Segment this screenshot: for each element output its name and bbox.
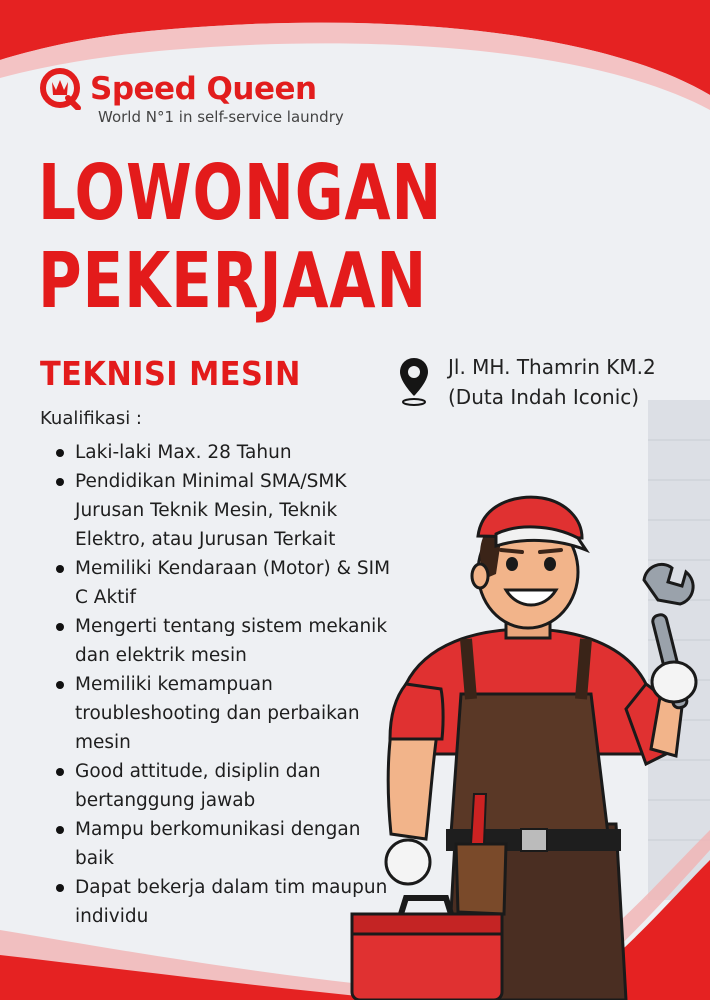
speed-queen-logo-icon [40,68,82,110]
list-item: Laki-laki Max. 28 Tahun [56,438,396,467]
list-item: Pendidikan Minimal SMA/SMK Jurusan Teknik Mesin, Teknik Elektro, atau Jurusan Terkait [56,467,396,554]
list-item: Memiliki kemampuan troubleshooting dan perbaikan mesin [56,670,396,757]
list-item: Mengerti tentang sistem mekanik dan elektrik mesin [56,612,396,670]
map-pin-icon [398,356,430,406]
headline-line-2: PEKERJAAN [38,237,428,326]
qualifications-list [56,438,396,931]
position-title: TEKNISI MESIN [40,354,301,393]
list-item: Memiliki Kendaraan (Motor) & SIM C Aktif [56,554,396,612]
address-line-2: (Duta Indah Iconic) [448,385,640,409]
qualifications-heading: Kualifikasi : [40,408,142,429]
brand-name: Speed Queen [90,70,317,107]
mechanic-illustration [346,494,710,1000]
list-item: Good attitude, disiplin dan bertanggung jawab [56,757,396,815]
headline [38,150,442,326]
brand-logo [40,68,317,110]
headline-line-1: LOWONGAN [38,149,443,238]
address-line-1: Jl. MH. Thamrin KM.2 [448,355,656,379]
list-item: Mampu berkomunikasi dengan baik [56,815,396,873]
brand-tagline: World N°1 in self-service laundry [98,108,344,126]
address [448,352,656,412]
list-item: Dapat bekerja dalam tim maupun individu [56,873,396,931]
